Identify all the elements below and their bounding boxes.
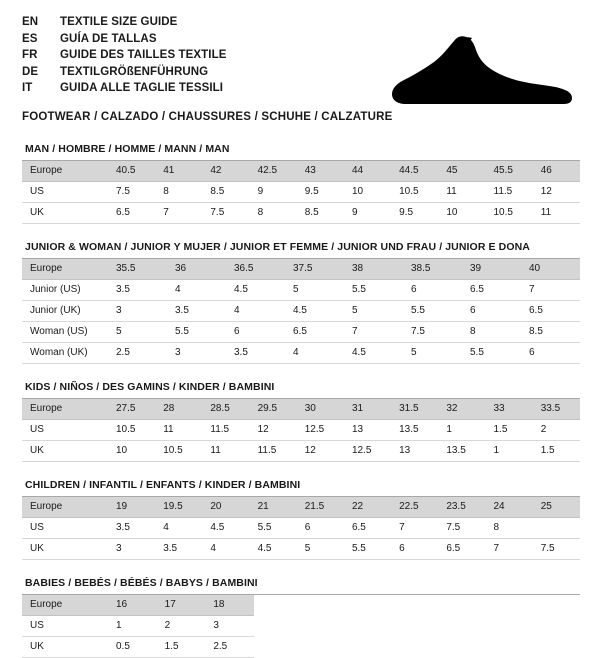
row-label: Junior (US) [22,280,108,301]
cell: 1 [108,616,157,637]
cell: 8 [462,322,521,343]
cell: 6 [391,539,438,560]
cell: 4.5 [285,301,344,322]
cell: 45 [438,161,485,182]
cell: 9.5 [297,182,344,203]
cell: 0.5 [108,637,157,658]
cell: 12 [533,182,580,203]
cell: 31 [344,399,391,420]
table-row [22,539,580,560]
cell: 8.5 [202,182,249,203]
table-row [22,161,580,182]
cell: 5.5 [344,280,403,301]
cell: 38.5 [403,259,462,280]
cell: 11 [438,182,485,203]
cell: 40 [521,259,580,280]
row-label: Europe [22,399,108,420]
cell: 6.5 [344,518,391,539]
row-label: Junior (UK) [22,301,108,322]
cell: 9.5 [391,203,438,224]
language-code: IT [22,82,33,94]
cell: 10.5 [108,420,155,441]
cell: 10.5 [486,203,533,224]
section-junior-woman [22,241,580,364]
cell: 6 [462,301,521,322]
cell: 12.5 [344,441,391,462]
category-line: FOOTWEAR / CALZADO / CHAUSSURES / SCHUHE / CALZATURE [22,110,393,123]
cell: 8.5 [297,203,344,224]
cell: 10.5 [155,441,202,462]
cell: 1.5 [533,441,580,462]
cell: 7 [391,518,438,539]
cell: 39 [462,259,521,280]
section-title: BABIES / BEBÉS / BÉBÉS / BABYS / BAMBINI [22,577,580,595]
cell: 7 [155,203,202,224]
cell: 10 [344,182,391,203]
cell: 11 [155,420,202,441]
cell: 11 [202,441,249,462]
cell: 7.5 [438,518,485,539]
cell: 46 [533,161,580,182]
cell: 9 [250,182,297,203]
cell: 4.5 [250,539,297,560]
cell: 42 [202,161,249,182]
cell: 5.5 [250,518,297,539]
table-row [22,301,580,322]
size-table-babies [22,595,254,658]
table-row [22,595,254,616]
cell: 17 [157,595,206,616]
cell: 6 [403,280,462,301]
cell: 35.5 [108,259,167,280]
cell: 7.5 [108,182,155,203]
cell: 36.5 [226,259,285,280]
size-table-junior-woman [22,259,580,364]
cell: 21.5 [297,497,344,518]
cell: 7.5 [403,322,462,343]
cell: 9 [344,203,391,224]
cell: 3 [108,301,167,322]
cell: 10 [438,203,485,224]
cell: 36 [167,259,226,280]
cell: 22 [344,497,391,518]
cell: 11 [533,203,580,224]
cell: 11.5 [202,420,249,441]
cell: 32 [438,399,485,420]
row-label: UK [22,637,108,658]
language-code: EN [22,16,39,28]
table-row [22,343,580,364]
cell: 30 [297,399,344,420]
cell: 1.5 [486,420,533,441]
cell: 18 [205,595,254,616]
cell: 2 [157,616,206,637]
table-row [22,420,580,441]
language-title: TEXTILGRÖßENFÜHRUNG [60,65,209,78]
cell: 19.5 [155,497,202,518]
cell: 5 [297,539,344,560]
cell: 3 [205,616,254,637]
cell: 13.5 [438,441,485,462]
cell: 13 [344,420,391,441]
table-row [22,637,254,658]
cell: 7.5 [202,203,249,224]
table-row [22,182,580,203]
table-row [22,280,580,301]
cell: 10 [108,441,155,462]
cell: 2.5 [108,343,167,364]
section-children [22,479,580,560]
language-title: GUÍA DE TALLAS [60,32,157,45]
cell: 24 [486,497,533,518]
cell: 4 [167,280,226,301]
cell: 6.5 [462,280,521,301]
cell: 5.5 [462,343,521,364]
cell: 8 [155,182,202,203]
language-title: GUIDE DES TAILLES TEXTILE [60,49,227,61]
cell: 4.5 [202,518,249,539]
language-row [22,14,580,31]
cell: 1.5 [157,637,206,658]
table-row [22,497,580,518]
table-row [22,259,580,280]
cell: 8 [486,518,533,539]
cell: 13 [391,441,438,462]
size-table-man [22,161,580,224]
cell [533,518,580,539]
cell: 8.5 [521,322,580,343]
row-label: US [22,518,108,539]
cell: 5 [108,322,167,343]
cell: 5 [403,343,462,364]
cell: 16 [108,595,157,616]
language-code: DE [22,65,39,78]
cell: 11.5 [486,182,533,203]
cell: 33.5 [533,399,580,420]
cell: 12.5 [297,420,344,441]
cell: 12 [297,441,344,462]
cell: 29.5 [250,399,297,420]
section-man [22,143,580,224]
cell: 21 [250,497,297,518]
cell: 7.5 [533,539,580,560]
cell: 22.5 [391,497,438,518]
cell: 40.5 [108,161,155,182]
cell: 5.5 [344,539,391,560]
cell: 6 [226,322,285,343]
cell: 4 [226,301,285,322]
dress-shoe-icon [384,32,576,110]
table-row [22,322,580,343]
cell: 3.5 [108,518,155,539]
cell: 6.5 [438,539,485,560]
cell: 8 [250,203,297,224]
cell: 45.5 [486,161,533,182]
section-babies [22,577,580,658]
cell: 6 [297,518,344,539]
cell: 3.5 [155,539,202,560]
cell: 44 [344,161,391,182]
row-label: UK [22,441,108,462]
cell: 11.5 [250,441,297,462]
section-title: CHILDREN / INFANTIL / ENFANTS / KINDER / BAMBINI [22,479,580,497]
cell: 4.5 [226,280,285,301]
document-header [22,14,580,126]
row-label: US [22,182,108,203]
cell: 2.5 [205,637,254,658]
row-label: Europe [22,161,108,182]
cell: 10.5 [391,182,438,203]
cell: 7 [344,322,403,343]
cell: 43 [297,161,344,182]
cell: 38 [344,259,403,280]
language-code: FR [22,49,38,61]
cell: 1 [486,441,533,462]
cell: 31.5 [391,399,438,420]
cell: 42.5 [250,161,297,182]
cell: 41 [155,161,202,182]
table-row [22,399,580,420]
cell: 37.5 [285,259,344,280]
section-title: JUNIOR & WOMAN / JUNIOR Y MUJER / JUNIOR ET FEMME / JUNIOR UND FRAU / JUNIOR E DONA [22,241,580,259]
cell: 23.5 [438,497,485,518]
row-label: Europe [22,497,108,518]
cell: 3.5 [167,301,226,322]
cell: 5.5 [403,301,462,322]
table-row [22,441,580,462]
cell: 5 [285,280,344,301]
size-table-children [22,497,580,560]
cell: 25 [533,497,580,518]
language-title: GUIDA ALLE TAGLIE TESSILI [60,82,224,94]
cell: 4 [155,518,202,539]
row-label: Woman (UK) [22,343,108,364]
cell: 2 [533,420,580,441]
row-label: UK [22,203,108,224]
cell: 20 [202,497,249,518]
table-row [22,203,580,224]
cell: 1 [438,420,485,441]
row-label: Woman (US) [22,322,108,343]
row-label: Europe [22,595,108,616]
cell: 3 [167,343,226,364]
cell: 4 [285,343,344,364]
cell: 4.5 [344,343,403,364]
cell: 28 [155,399,202,420]
cell: 7 [521,280,580,301]
cell: 6.5 [521,301,580,322]
cell: 27.5 [108,399,155,420]
cell: 4 [202,539,249,560]
section-title: MAN / HOMBRE / HOMME / MANN / MAN [22,143,580,161]
row-label: US [22,616,108,637]
cell: 13.5 [391,420,438,441]
cell: 5 [344,301,403,322]
cell: 6.5 [108,203,155,224]
table-row [22,518,580,539]
row-label: US [22,420,108,441]
cell: 3.5 [108,280,167,301]
table-row [22,616,254,637]
cell: 12 [250,420,297,441]
cell: 6 [521,343,580,364]
cell: 7 [486,539,533,560]
size-table-kids [22,399,580,462]
language-title: TEXTILE SIZE GUIDE [60,16,178,28]
cell: 5.5 [167,322,226,343]
section-kids [22,381,580,462]
language-code: ES [22,32,38,45]
row-label: UK [22,539,108,560]
cell: 19 [108,497,155,518]
cell: 3 [108,539,155,560]
cell: 33 [486,399,533,420]
cell: 44.5 [391,161,438,182]
row-label: Europe [22,259,108,280]
cell: 6.5 [285,322,344,343]
cell: 3.5 [226,343,285,364]
cell: 28.5 [202,399,249,420]
section-title: KIDS / NIÑOS / DES GAMINS / KINDER / BAMBINI [22,381,580,399]
